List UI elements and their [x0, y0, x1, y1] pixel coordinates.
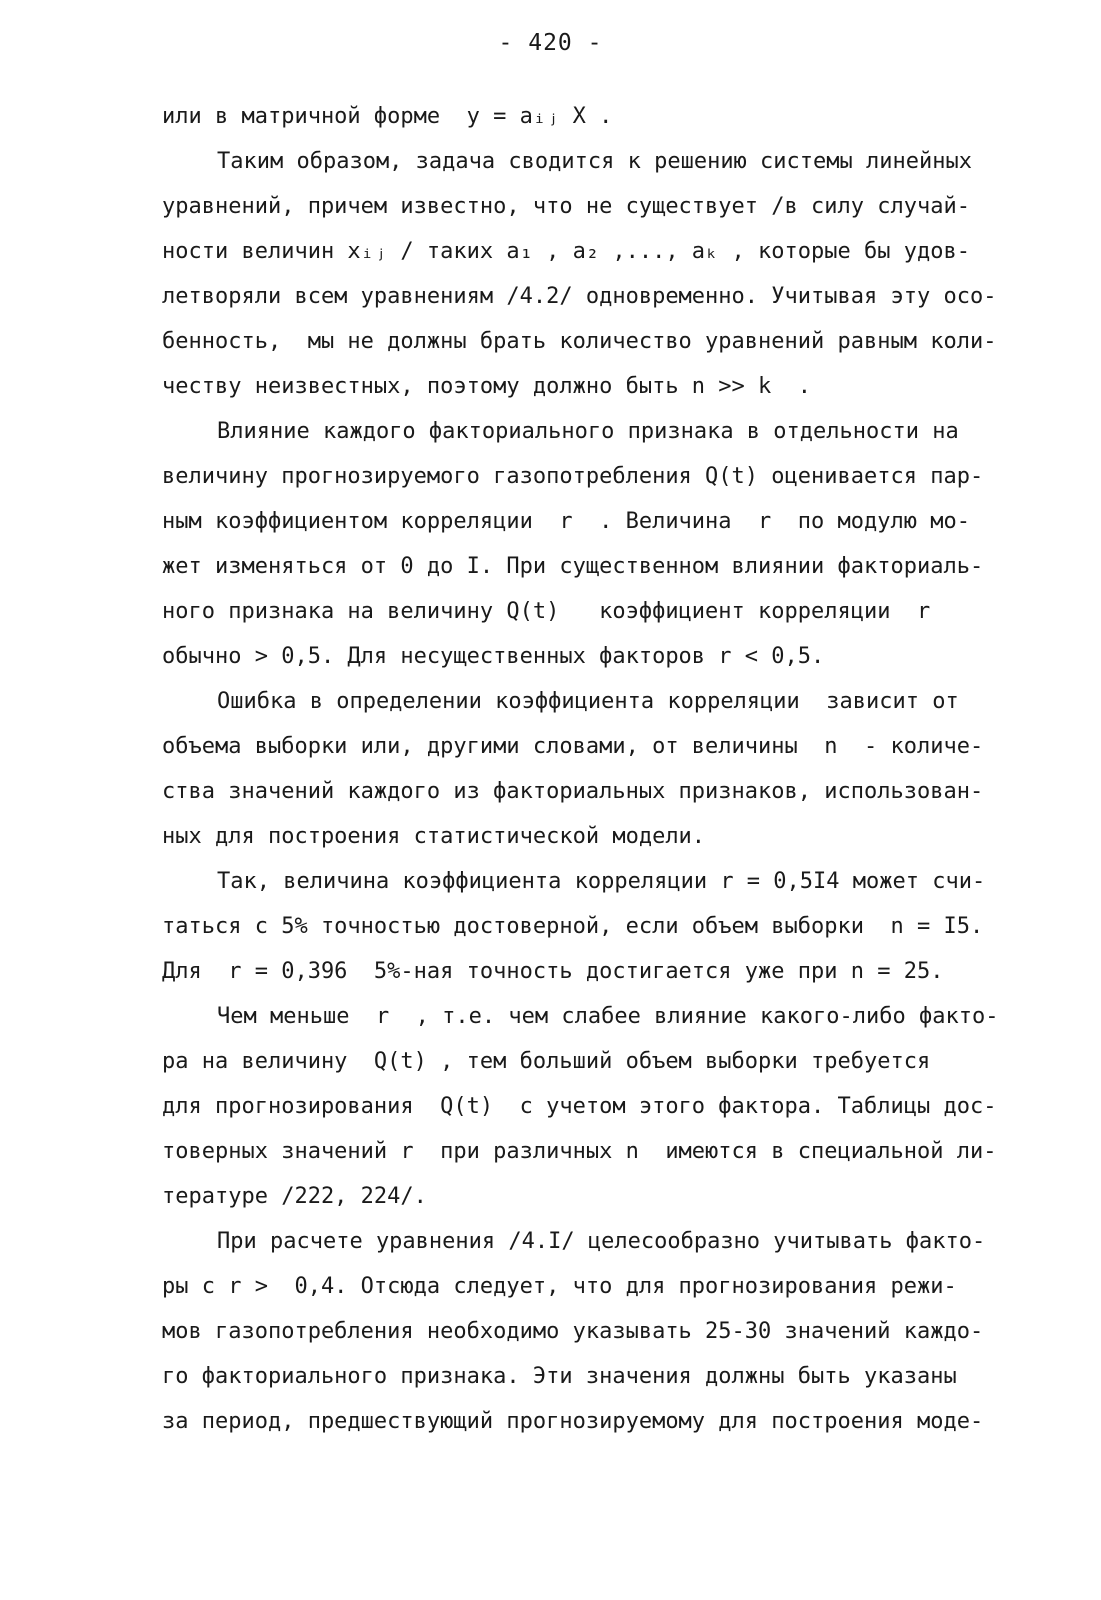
text-line: для прогнозирования Q(t) с учетом этого фактора. Таблицы дос- [162, 1094, 997, 1119]
text-line: ных для построения статистической модели. [162, 824, 706, 849]
text-line: ного признака на величину Q(t) коэффициент корреляции r [162, 599, 931, 624]
text-line: ности величин xᵢⱼ / таких a₁ , a₂ ,..., aₖ , которые бы удов- [162, 239, 970, 264]
text-line: Чем меньше r , т.е. чем слабее влияние какого-либо факто- [217, 1004, 999, 1029]
text-line: мов газопотребления необходимо указывать 25-30 значений каждо- [162, 1319, 984, 1344]
text-line: тературе /222, 224/. [162, 1184, 427, 1209]
text-line: ры с r > 0,4. Отсюда следует, что для прогнозирования режи- [162, 1274, 957, 1299]
text-line: При расчете уравнения /4.I/ целесообразно учитывать факто- [217, 1229, 986, 1254]
text-line: объема выборки или, другими словами, от величины n - количе- [162, 734, 984, 759]
text-line: Так, величина коэффициента корреляции r = 0,5I4 может счи- [217, 869, 986, 894]
text-line: го факториального признака. Эти значения должны быть указаны [162, 1364, 957, 1389]
text-line: жет изменяться от 0 до I. При существенном влиянии факториаль- [162, 554, 984, 579]
text-line: или в матричной форме y = aᵢⱼ X . [162, 104, 613, 129]
text-line: ным коэффициентом корреляции r . Величина r по модулю мо- [162, 509, 970, 534]
text-line: Ошибка в определении коэффициента корреляции зависит от [217, 689, 959, 714]
text-line: ра на величину Q(t) , тем больший объем выборки требуется [162, 1049, 931, 1074]
text-line: за период, предшествующий прогнозируемому для построения моде- [162, 1409, 984, 1434]
text-line: Для r = 0,396 5%-ная точность достигается уже при n = 25. [162, 959, 944, 984]
body-text [162, 94, 1032, 1444]
text-line: товерных значений r при различных n имеются в специальной ли- [162, 1139, 997, 1164]
text-line: таться с 5% точностью достоверной, если объем выборки n = I5. [162, 914, 984, 939]
text-line: уравнений, причем известно, что не существует /в силу случай- [162, 194, 970, 219]
text-line: честву неизвестных, поэтому должно быть n >> k . [162, 374, 812, 399]
text-line: обычно > 0,5. Для несущественных факторов r < 0,5. [162, 644, 825, 669]
text-line: ства значений каждого из факториальных признаков, использован- [162, 779, 984, 804]
text-line: летворяли всем уравнениям /4.2/ одновременно. Учитывая эту осо- [162, 284, 997, 309]
text-line: величину прогнозируемого газопотребления Q(t) оценивается пар- [162, 464, 984, 489]
text-line: бенность, мы не должны брать количество уравнений равным коли- [162, 329, 997, 354]
text-line: Влияние каждого факториального признака в отдельности на [217, 419, 959, 444]
text-line: Таким образом, задача сводится к решению системы линейных [217, 149, 972, 174]
page-number: - 420 - [498, 30, 603, 56]
